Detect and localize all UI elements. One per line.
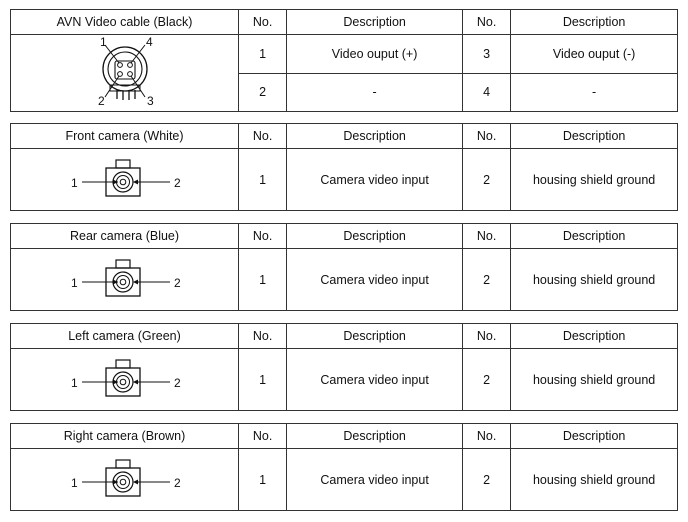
col-header-no: No. — [239, 224, 287, 249]
pin-description: housing shield ground — [511, 349, 678, 411]
col-header-description: Description — [511, 424, 678, 449]
pin-number: 2 — [463, 249, 511, 311]
camera-connector-diagram — [11, 249, 239, 311]
avn-connector-icon — [75, 35, 175, 111]
pin-description: Video ouput (-) — [511, 35, 678, 74]
coax-connector-icon — [60, 455, 190, 505]
col-header-no: No. — [463, 124, 511, 149]
col-header-description: Description — [511, 324, 678, 349]
pin-description: Camera video input — [287, 249, 463, 311]
table-header-row — [11, 10, 678, 35]
pin-label-2: 2 — [173, 175, 181, 190]
pin-number: 1 — [239, 35, 287, 74]
pin-number: 1 — [239, 149, 287, 211]
table-row — [11, 349, 678, 411]
col-header-no: No. — [239, 10, 287, 35]
col-header-description: Description — [287, 424, 463, 449]
connector-title: Right camera (Brown) — [11, 424, 239, 449]
pin-description: housing shield ground — [511, 249, 678, 311]
pin-label-2: 2 — [173, 375, 181, 390]
connector-title: AVN Video cable (Black) — [11, 10, 239, 35]
table-row — [11, 149, 678, 211]
pin-description: Video ouput (+) — [287, 35, 463, 74]
col-header-no: No. — [463, 424, 511, 449]
pin-description: Camera video input — [287, 149, 463, 211]
avn-connector-diagram — [11, 35, 239, 112]
pin-label-1: 1 — [70, 175, 78, 190]
pin-description: - — [287, 73, 463, 112]
pin-number: 2 — [463, 349, 511, 411]
pin-number: 3 — [463, 35, 511, 74]
table-header-row — [11, 324, 678, 349]
table-header-row — [11, 124, 678, 149]
coax-connector-icon — [60, 355, 190, 405]
camera-connector-table — [10, 423, 678, 511]
pin-description: housing shield ground — [511, 149, 678, 211]
pin-label-1: 1 — [70, 275, 78, 290]
pin-description: Camera video input — [287, 349, 463, 411]
pin-number: 1 — [239, 349, 287, 411]
pin-label-4: 4 — [145, 35, 153, 49]
pin-label-1: 1 — [70, 475, 78, 490]
pin-description: Camera video input — [287, 449, 463, 511]
pin-label-2: 2 — [97, 94, 105, 108]
pin-number: 2 — [463, 449, 511, 511]
table-row — [11, 449, 678, 511]
col-header-description: Description — [287, 10, 463, 35]
pin-number: 1 — [239, 449, 287, 511]
camera-connector-table — [10, 123, 678, 211]
coax-connector-icon — [60, 255, 190, 305]
pin-number: 4 — [463, 73, 511, 112]
col-header-description: Description — [511, 224, 678, 249]
camera-connector-table — [10, 323, 678, 411]
camera-connector-diagram — [11, 349, 239, 411]
connector-title: Front camera (White) — [11, 124, 239, 149]
pin-number: 2 — [239, 73, 287, 112]
col-header-description: Description — [287, 124, 463, 149]
col-header-no: No. — [239, 124, 287, 149]
connector-title: Left camera (Green) — [11, 324, 239, 349]
pin-label-3: 3 — [146, 94, 154, 108]
pin-description: - — [511, 73, 678, 112]
pin-label-2: 2 — [173, 475, 181, 490]
pin-number: 1 — [239, 249, 287, 311]
pin-label-2: 2 — [173, 275, 181, 290]
col-header-no: No. — [463, 10, 511, 35]
table-header-row — [11, 224, 678, 249]
pin-number: 2 — [463, 149, 511, 211]
pin-label-1: 1 — [99, 35, 107, 49]
col-header-description: Description — [511, 10, 678, 35]
table-row — [11, 35, 678, 74]
camera-connector-diagram — [11, 449, 239, 511]
table-header-row — [11, 424, 678, 449]
col-header-no: No. — [463, 224, 511, 249]
col-header-no: No. — [463, 324, 511, 349]
coax-connector-icon — [60, 155, 190, 205]
col-header-description: Description — [287, 324, 463, 349]
connector-title: Rear camera (Blue) — [11, 224, 239, 249]
col-header-description: Description — [511, 124, 678, 149]
pin-label-1: 1 — [70, 375, 78, 390]
avn-connector-table — [10, 9, 678, 112]
table-row — [11, 249, 678, 311]
col-header-no: No. — [239, 424, 287, 449]
pin-description: housing shield ground — [511, 449, 678, 511]
col-header-description: Description — [287, 224, 463, 249]
camera-connector-diagram — [11, 149, 239, 211]
camera-connector-table — [10, 223, 678, 311]
col-header-no: No. — [239, 324, 287, 349]
